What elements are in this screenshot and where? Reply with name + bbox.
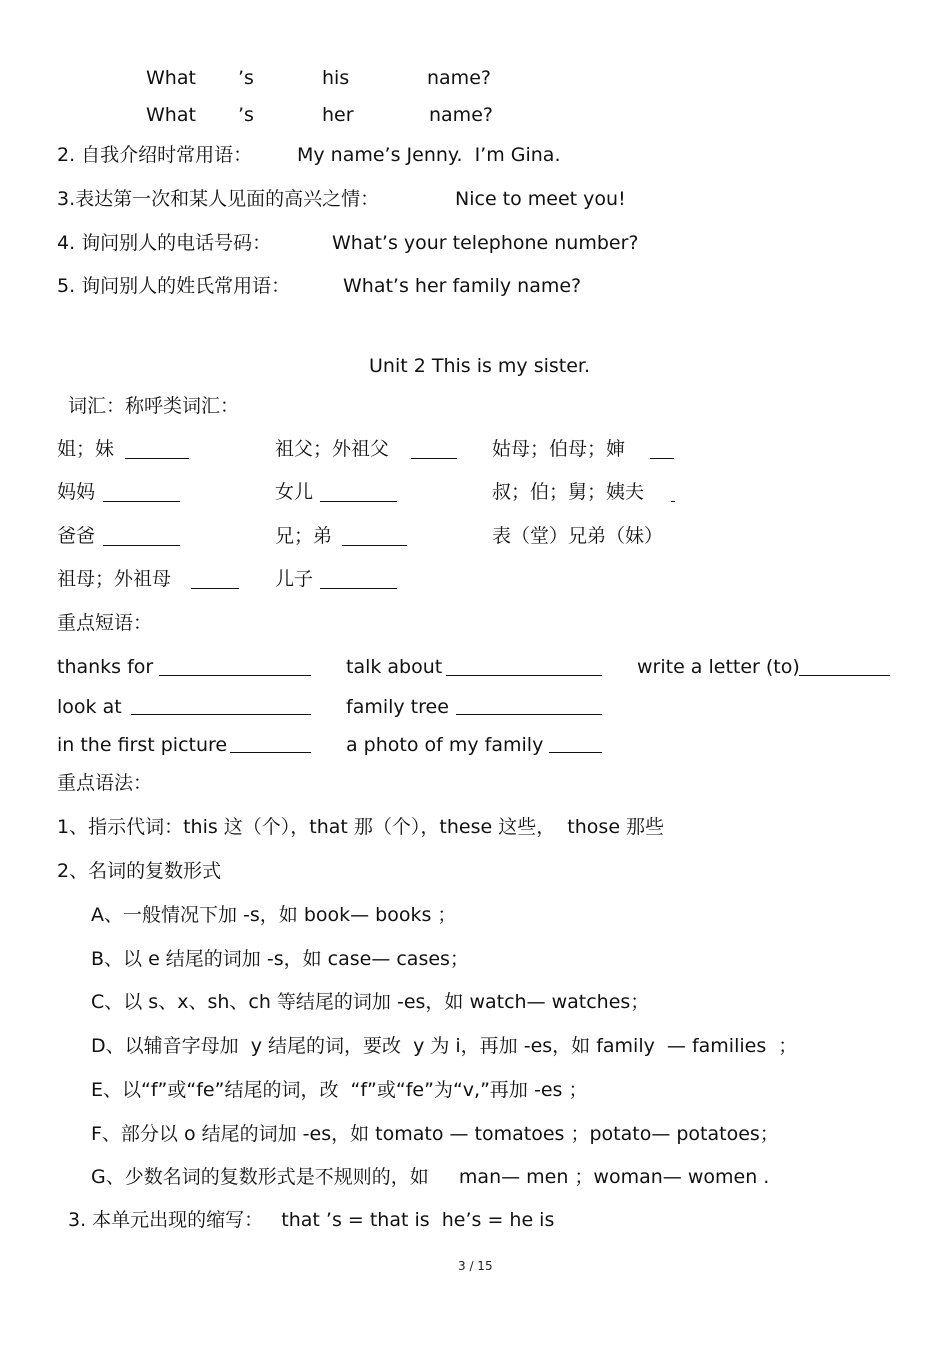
- word-apostrophe-s: ’s: [238, 67, 254, 89]
- item-3-label: 3.表达第一次和某人见面的高兴之情：: [57, 188, 380, 210]
- vocab-term: 叔；伯；舅；姨夫: [492, 481, 645, 503]
- vocab-term: 祖父；外祖父: [275, 438, 390, 460]
- grammar-heading: 重点语法：: [57, 772, 153, 794]
- vocab-term: 爸爸: [57, 525, 96, 547]
- item-2-text: My name’s Jenny. I’m Gina.: [297, 144, 561, 166]
- item-5-text: What’s her family name?: [343, 275, 582, 297]
- phrase: talk about: [346, 656, 443, 678]
- word-her: her: [322, 104, 354, 126]
- answer-blank: [131, 714, 311, 715]
- answer-blank: [103, 545, 180, 546]
- answer-blank: [456, 714, 602, 715]
- answer-blank: [549, 752, 602, 753]
- item-3-text: Nice to meet you!: [455, 188, 626, 210]
- plural-rule: A、一般情况下加 -s，如 book— books ；: [91, 904, 457, 926]
- phrase: in the first picture: [57, 734, 228, 756]
- word-what: What: [146, 67, 196, 89]
- plural-rule: G、少数名词的复数形式是不规则的，如 man— men ；woman— women .: [91, 1166, 770, 1188]
- answer-blank: [191, 588, 239, 589]
- plural-rule: E、以“f”或“fe”结尾的词，改 “f”或“fe”为“v,”再加 -es ；: [91, 1079, 588, 1101]
- word-name: name?: [429, 104, 493, 126]
- answer-blank: [159, 675, 311, 676]
- phrase: write a letter (to): [637, 656, 800, 678]
- answer-blank: [320, 588, 397, 589]
- item-4-label: 4. 询问别人的电话号码：: [57, 232, 272, 254]
- answer-blank: [671, 501, 675, 502]
- phrase: thanks for: [57, 656, 154, 678]
- vocab-heading: 词汇：称呼类词汇：: [68, 395, 240, 417]
- page-number: 3 / 15: [458, 1259, 493, 1273]
- vocab-term: 姑母；伯母；婶: [492, 438, 626, 460]
- answer-blank: [320, 501, 397, 502]
- item-4-text: What’s your telephone number?: [332, 232, 639, 254]
- item-2-label: 2. 自我介绍时常用语：: [57, 144, 253, 166]
- plural-rule: D、以辅音字母加 y 结尾的词，要改 y 为 i，再加 -es，如 family — families ；: [91, 1035, 798, 1057]
- grammar-item-1: 1、指示代词：this 这（个），that 那（个），these 这些， those 那些: [57, 816, 665, 838]
- phrase: family tree: [346, 696, 449, 718]
- answer-blank: [446, 675, 602, 676]
- answer-blank: [230, 752, 311, 753]
- answer-blank: [411, 458, 457, 459]
- plural-rule: F、部分以 o 结尾的词加 -es，如 tomato — tomatoes ；potato— potatoes；: [91, 1123, 779, 1145]
- phrase: look at: [57, 696, 122, 718]
- answer-blank: [799, 675, 890, 676]
- vocab-term: 兄；弟: [275, 525, 333, 547]
- answer-blank: [103, 501, 180, 502]
- phrase: a photo of my family: [346, 734, 544, 756]
- vocab-term: 祖母；外祖母: [57, 568, 172, 590]
- vocab-term: 妈妈: [57, 481, 96, 503]
- vocab-term: 儿子: [275, 568, 314, 590]
- vocab-term: 表（堂）兄弟（妹）: [492, 525, 664, 547]
- word-what: What: [146, 104, 196, 126]
- plural-rule: B、以 e 结尾的词加 -s，如 case— cases；: [91, 948, 469, 970]
- unit-title: Unit 2 This is my sister.: [369, 355, 591, 377]
- answer-blank: [125, 458, 189, 459]
- vocab-term: 女儿: [275, 481, 314, 503]
- word-name: name?: [427, 67, 491, 89]
- word-apostrophe-s: ’s: [238, 104, 254, 126]
- answer-blank: [650, 458, 674, 459]
- grammar-item-2: 2、名词的复数形式: [57, 860, 222, 882]
- item-5-label: 5. 询问别人的姓氏常用语：: [57, 275, 291, 297]
- vocab-term: 姐；妹: [57, 438, 115, 460]
- phrases-heading: 重点短语：: [57, 612, 153, 634]
- contractions: 3. 本单元出现的缩写： that ’s = that is he’s = he is: [68, 1209, 555, 1231]
- word-his: his: [322, 67, 350, 89]
- answer-blank: [342, 545, 407, 546]
- plural-rule: C、以 s、x、sh、ch 等结尾的词加 -es，如 watch— watches；: [91, 991, 650, 1013]
